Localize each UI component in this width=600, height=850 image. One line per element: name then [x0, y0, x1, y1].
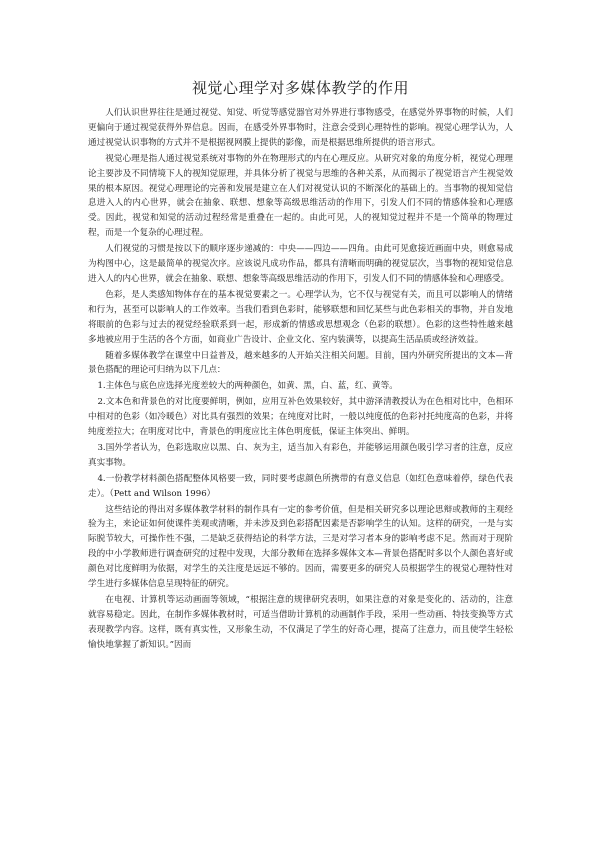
document-title: 视觉心理学对多媒体教学的作用	[191, 79, 409, 97]
list-item-3: 3.国外学者认为，色彩选取应以黑、白、灰为主，适当加入有彩色，并能够运用颜色吸引学习者的注意，反应真实事物。	[88, 442, 513, 468]
paragraph-conclusions: 这些结论的得出对多媒体教学材料的制作具有一定的参考价值，但是相关研究多以理论思辩或教师的主观经验为主，来论证如何使课件美观或清晰，并未涉及到色彩搭配因素是否影响学生的认知。这样的研究，一是与实际脱节较大，可操作性不强，二是缺乏获得结论的科学方法，三是对学习者本身的影响考虑不足。然而对于现阶段的中小学教师进行调查研究的过程中发现，大部分教师在选择多媒体文本—背景色搭配时多以个人颜色喜好或颜色对比度鲜明为依据，对学生的关注度是远远不够的。因而，需要更多的研究人员根据学生的视觉心理特性对学生进行多媒体信息呈现特征的研究。	[88, 504, 513, 590]
list-item-2: 2.文本色和背景色的对比度要鲜明，例如，应用互补色效果较好，其中游泽清教授认为在色相对比中，色相环中相对的色彩（如冷暖色）对比具有强烈的效果；在纯度对比时，一般以纯度低的色彩衬托纯度高的色彩，并将纯度差拉大；在明度对比中，背景色的明度应比主体色明度低，保证主体突出、鲜明。	[88, 397, 513, 438]
paragraph-color: 色彩，是人类感知物体存在的基本视觉要素之一。心理学认为，它不仅与视觉有关，而且可以影响人的情绪和行为，甚至可以影响人的工作效率。当我们看到色彩时，能够联想和回忆某些与此色彩相关的事物，并自发地将眼前的色彩与过去的视觉经验联系到一起，形成新的情感或思想观念（色彩的联想）。色彩的这些特性越来越多地被应用于生活的各个方面，如商业广告设计、企业文化、室内装潢等，以提高生活品质或经济效益。	[88, 289, 513, 345]
document-page	[88, 78, 513, 654]
list-item-1: 1.主体色与底色应选择光度差较大的两种颜色，如黄、黑，白、蓝，红、黄等。	[97, 381, 398, 392]
paragraph-visual-order: 人们视觉的习惯是按以下的顺序逐步递减的：中央——四边——四角。由此可见愈接近画面中央，则愈易成为构图中心，这是最简单的视觉次序。应该说凡成功作品，都具有清晰而明确的视觉层次，当事物的视知觉信息进入人的内心世界，就会在抽象、联想、想象等高级思维活动的作用下，引发人们不同的情感体验和心理感受。	[88, 244, 513, 284]
paragraph-visual-psychology: 视觉心理是指人通过视觉系统对事物的外在物理形式的内在心理反应。从研究对象的角度分析，视觉心理理论主要涉及不同情境下人的视知觉原理，并具体分析了视觉与思维的各种关系，从而揭示了视觉语言产生视觉效果的根本原因。视觉心理理论的完善和发展是建立在人们对视觉认识的不断深化的基础上的。当事物的视知觉信息进入人的内心世界，就会在抽象、联想、想象等高级思维活动的作用下，引发人们不同的情感体验和心理感受。因此，视觉和知觉的活动过程经常是重叠在一起的。由此可见，人的视知觉过程并不是一个简单的物理过程，而是一个复杂的心理过程。	[88, 153, 513, 239]
list-item-4: 4.一份教学材料颜色搭配整体风格要一致，同时要考虑颜色所携带的有意义信息（如红色意味着停，绿色代表走）。（Pett and Wilson 1996）	[88, 473, 513, 499]
paragraph-intro: 人们认识世界往往是通过视觉、知觉、听觉等感觉器官对外界进行事物感受，在感觉外界事物的时候，人们更偏向于通过视觉获得外界信息。因而，在感受外界事物时，注意会受到心理特性的影响。视觉心理学认为，人通过视觉认识事物的方式并不是根据视网膜上提供的影像，而是根据思维所提供的语言形式。	[88, 108, 513, 148]
paragraph-animation: 在电视、计算机等运动画面等领域，“根据注意的规律研究表明，如果注意的对象是变化的、活动的，注意就容易稳定。因此，在制作多媒体教材时，可适当借助计算机的动画制作手段，采用一些动画、特技变换等方式表现教学内容。这样，既有真实性，又形象生动，不仅满足了学生的好奇心理，提高了注意力，而且使学生轻松愉快地掌握了新知识。”因而	[88, 595, 513, 650]
paragraph-research-summary: 随着多媒体教学在课堂中日益普及，越来越多的人开始关注相关问题。目前，国内外研究所提出的文本—背景色搭配的理论可归纳为以下几点：	[88, 350, 513, 376]
